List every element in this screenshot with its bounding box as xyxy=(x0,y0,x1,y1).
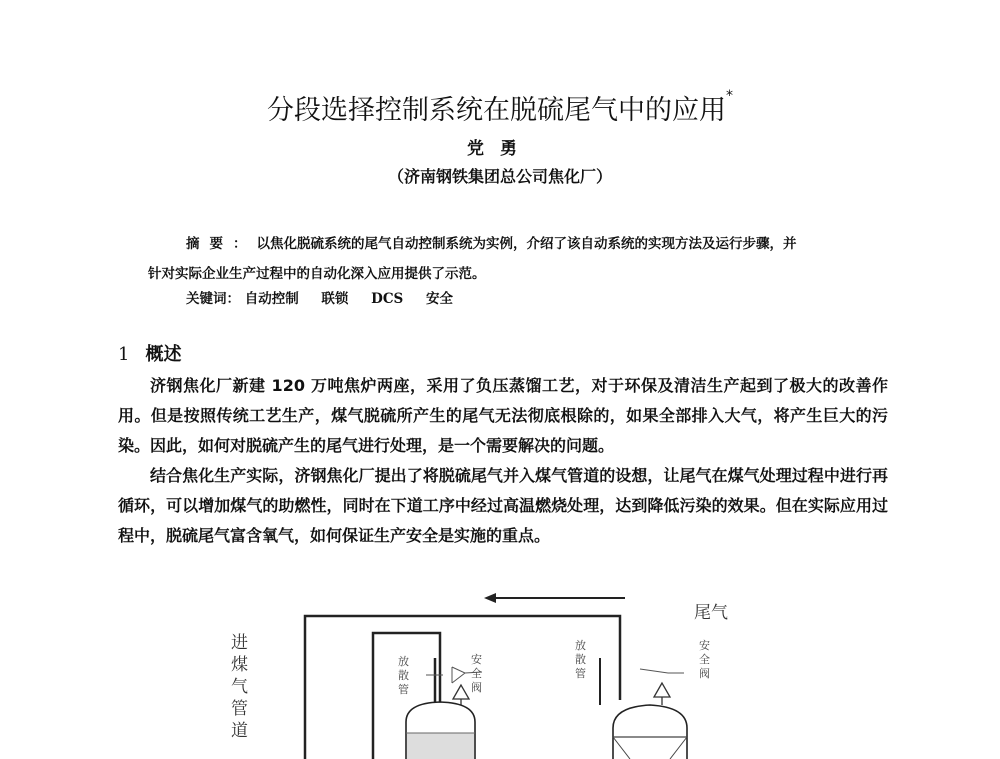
paragraph-2: 结合焦化生产实际，济钢焦化厂提出了将脱硫尾气并入煤气管道的设想，让尾气在煤气处理过程中进行再循环，可以增加煤气的助燃性，同时在下道工序中经过高温燃烧处理，达到降低污染的效果。但在实际应用过程中，脱硫尾气富含氧气，如何保证生产安全是实施的重点。 xyxy=(118,466,888,545)
svg-text:散: 散 xyxy=(398,669,409,682)
author: 党勇 xyxy=(467,139,533,159)
svg-text:管: 管 xyxy=(575,667,586,680)
right-vessel xyxy=(613,705,687,759)
section-title: 概述 xyxy=(145,344,182,365)
keyword: 自动控制 xyxy=(244,291,299,307)
gas-pipe-label xyxy=(231,633,248,741)
right-valve-label xyxy=(699,638,710,680)
paragraph-1: 济钢焦化厂新建 120 万吨焦炉两座，采用了负压蒸馏工艺，对于环保及清洁生产起到了极大的改善作用。但是按照传统工艺生产，煤气脱硫所产生的尾气无法彻底根除的，如果全部排入大气，将产生巨大的污染。因此，如何对脱硫产生的尾气进行处理，是一个需要解决的问题。 xyxy=(118,376,888,455)
svg-text:道: 道 xyxy=(231,721,248,741)
svg-text:进: 进 xyxy=(231,633,248,653)
affiliation: （济南钢铁集团总公司焦化厂） xyxy=(387,167,612,186)
left-vent-label xyxy=(398,655,409,696)
keyword: 联锁 xyxy=(321,291,349,307)
abstract-line-2: 针对实际企业生产过程中的自动化深入应用提供了示范。 xyxy=(148,266,486,282)
svg-text:放: 放 xyxy=(575,639,586,652)
title-text: 分段选择控制系统在脱硫尾气中的应用 xyxy=(267,95,726,126)
section-number: 1 xyxy=(118,344,130,365)
tail-gas-label: 尾气 xyxy=(694,603,728,623)
left-valve-label xyxy=(471,652,482,694)
svg-text:阀: 阀 xyxy=(471,681,482,694)
abstract-text-1: 以焦化脱硫系统的尾气自动控制系统为实例，介绍了该自动系统的实现方法及运行步骤，并 xyxy=(256,236,797,252)
safety-valve-icon xyxy=(640,669,684,705)
svg-text:放: 放 xyxy=(398,655,409,668)
title-footnote-mark: * xyxy=(726,88,733,104)
svg-text:全: 全 xyxy=(471,667,482,680)
svg-text:散: 散 xyxy=(575,653,586,666)
svg-text:安: 安 xyxy=(471,653,482,666)
keywords-label: 关键词： xyxy=(186,291,240,307)
keyword: 安全 xyxy=(426,291,454,307)
svg-text:全: 全 xyxy=(699,653,710,666)
svg-text:管: 管 xyxy=(398,683,409,696)
svg-text:阀: 阀 xyxy=(699,667,710,680)
abstract-label: 摘要： xyxy=(186,236,257,252)
svg-text:气: 气 xyxy=(231,677,248,697)
svg-text:管: 管 xyxy=(231,699,248,719)
left-vessel xyxy=(406,702,475,759)
svg-text:煤: 煤 xyxy=(231,655,248,675)
flow-arrow-icon xyxy=(484,593,625,603)
right-vent-label xyxy=(575,639,586,680)
keyword: DCS xyxy=(371,291,404,307)
svg-text:安: 安 xyxy=(699,639,710,652)
